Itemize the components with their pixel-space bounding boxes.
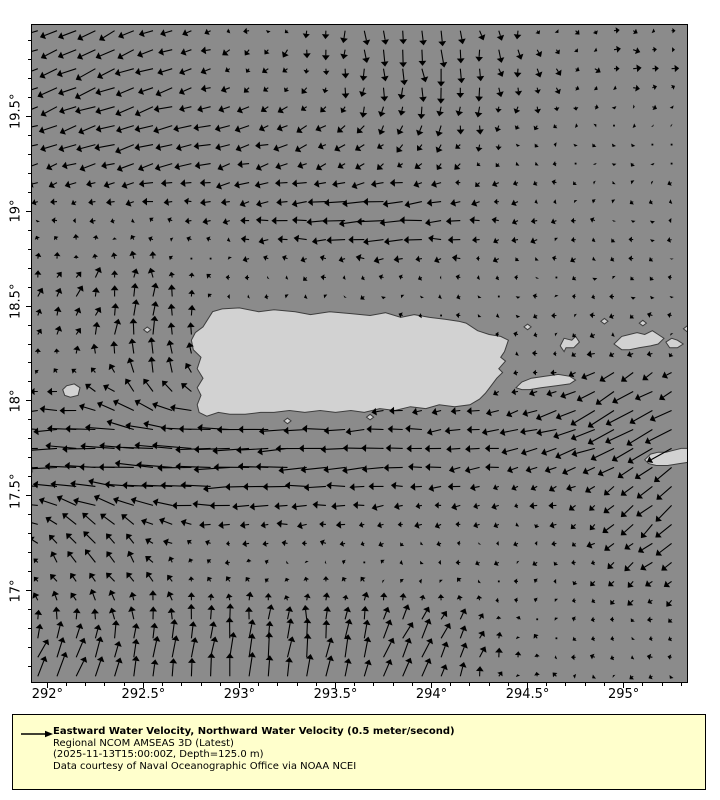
- y-major-tick: [26, 306, 31, 307]
- vector-field-map: [32, 25, 687, 682]
- y-minor-tick: [28, 628, 31, 629]
- y-minor-tick: [28, 40, 31, 41]
- x-minor-tick: [681, 683, 682, 686]
- y-tick-label: 19.5°: [8, 93, 24, 130]
- y-minor-tick: [28, 344, 31, 345]
- x-minor-tick: [565, 683, 566, 686]
- legend-courtesy: Data courtesy of Naval Oceanographic Office via NOAA NCEI: [53, 760, 357, 772]
- y-minor-tick: [28, 97, 31, 98]
- y-minor-tick: [28, 647, 31, 648]
- x-tick-label: 295°: [607, 687, 640, 702]
- x-tick-label: 293°: [223, 687, 256, 702]
- legend-title: Eastward Water Velocity, Northward Water Velocity (0.5 meter/second): [53, 726, 455, 737]
- x-tick-label: 292.5°: [121, 687, 166, 702]
- y-minor-tick: [28, 59, 31, 60]
- reference-arrow-icon: [20, 728, 54, 740]
- legend-time-depth: (2025-11-13T15:00:00Z, Depth=125.0 m): [53, 749, 264, 761]
- x-minor-tick: [450, 683, 451, 686]
- y-minor-tick: [28, 249, 31, 250]
- y-tick-label: 17°: [8, 579, 24, 603]
- y-major-tick: [26, 590, 31, 591]
- y-minor-tick: [28, 325, 31, 326]
- x-tick-label: 294°: [415, 687, 448, 702]
- y-major-tick: [26, 116, 31, 117]
- y-major-tick: [26, 400, 31, 401]
- x-minor-tick: [162, 683, 163, 686]
- x-minor-tick: [354, 683, 355, 686]
- y-minor-tick: [28, 533, 31, 534]
- legend-box: [12, 714, 706, 790]
- y-major-tick: [26, 495, 31, 496]
- x-minor-tick: [201, 683, 202, 686]
- x-minor-tick: [373, 683, 374, 686]
- y-tick-label: 18°: [8, 389, 24, 413]
- land-puerto-rico: [191, 308, 508, 416]
- y-minor-tick: [28, 571, 31, 572]
- y-minor-tick: [28, 173, 31, 174]
- y-tick-label: 17.5°: [8, 473, 24, 509]
- x-minor-tick: [316, 683, 317, 686]
- y-minor-tick: [28, 78, 31, 79]
- y-major-tick: [26, 211, 31, 212]
- x-minor-tick: [642, 683, 643, 686]
- x-minor-tick: [393, 683, 394, 686]
- legend-text: [53, 726, 455, 772]
- y-minor-tick: [28, 514, 31, 515]
- x-minor-tick: [124, 683, 125, 686]
- y-minor-tick: [28, 552, 31, 553]
- x-minor-tick: [585, 683, 586, 686]
- x-minor-tick: [104, 683, 105, 686]
- y-tick-label: 19°: [8, 199, 24, 223]
- x-minor-tick: [546, 683, 547, 686]
- x-minor-tick: [508, 683, 509, 686]
- x-minor-tick: [489, 683, 490, 686]
- x-minor-tick: [220, 683, 221, 686]
- y-minor-tick: [28, 268, 31, 269]
- y-minor-tick: [28, 154, 31, 155]
- x-minor-tick: [258, 683, 259, 686]
- x-minor-tick: [85, 683, 86, 686]
- y-minor-tick: [28, 609, 31, 610]
- x-minor-tick: [604, 683, 605, 686]
- y-minor-tick: [28, 230, 31, 231]
- y-minor-tick: [28, 419, 31, 420]
- y-minor-tick: [28, 362, 31, 363]
- x-minor-tick: [277, 683, 278, 686]
- x-minor-tick: [181, 683, 182, 686]
- x-minor-tick: [66, 683, 67, 686]
- x-minor-tick: [469, 683, 470, 686]
- y-minor-tick: [28, 666, 31, 667]
- x-minor-tick: [662, 683, 663, 686]
- y-tick-label: 18.5°: [8, 283, 24, 320]
- y-minor-tick: [28, 135, 31, 136]
- x-minor-tick: [412, 683, 413, 686]
- y-minor-tick: [28, 438, 31, 439]
- y-minor-tick: [28, 457, 31, 458]
- y-minor-tick: [28, 381, 31, 382]
- y-minor-tick: [28, 476, 31, 477]
- quiver-map-plot: [31, 24, 688, 683]
- x-tick-label: 292°: [31, 687, 64, 702]
- x-tick-label: 293.5°: [313, 687, 358, 702]
- y-minor-tick: [28, 192, 31, 193]
- y-minor-tick: [28, 287, 31, 288]
- x-tick-label: 294.5°: [505, 687, 550, 702]
- legend-model: Regional NCOM AMSEAS 3D (Latest): [53, 737, 234, 749]
- x-minor-tick: [297, 683, 298, 686]
